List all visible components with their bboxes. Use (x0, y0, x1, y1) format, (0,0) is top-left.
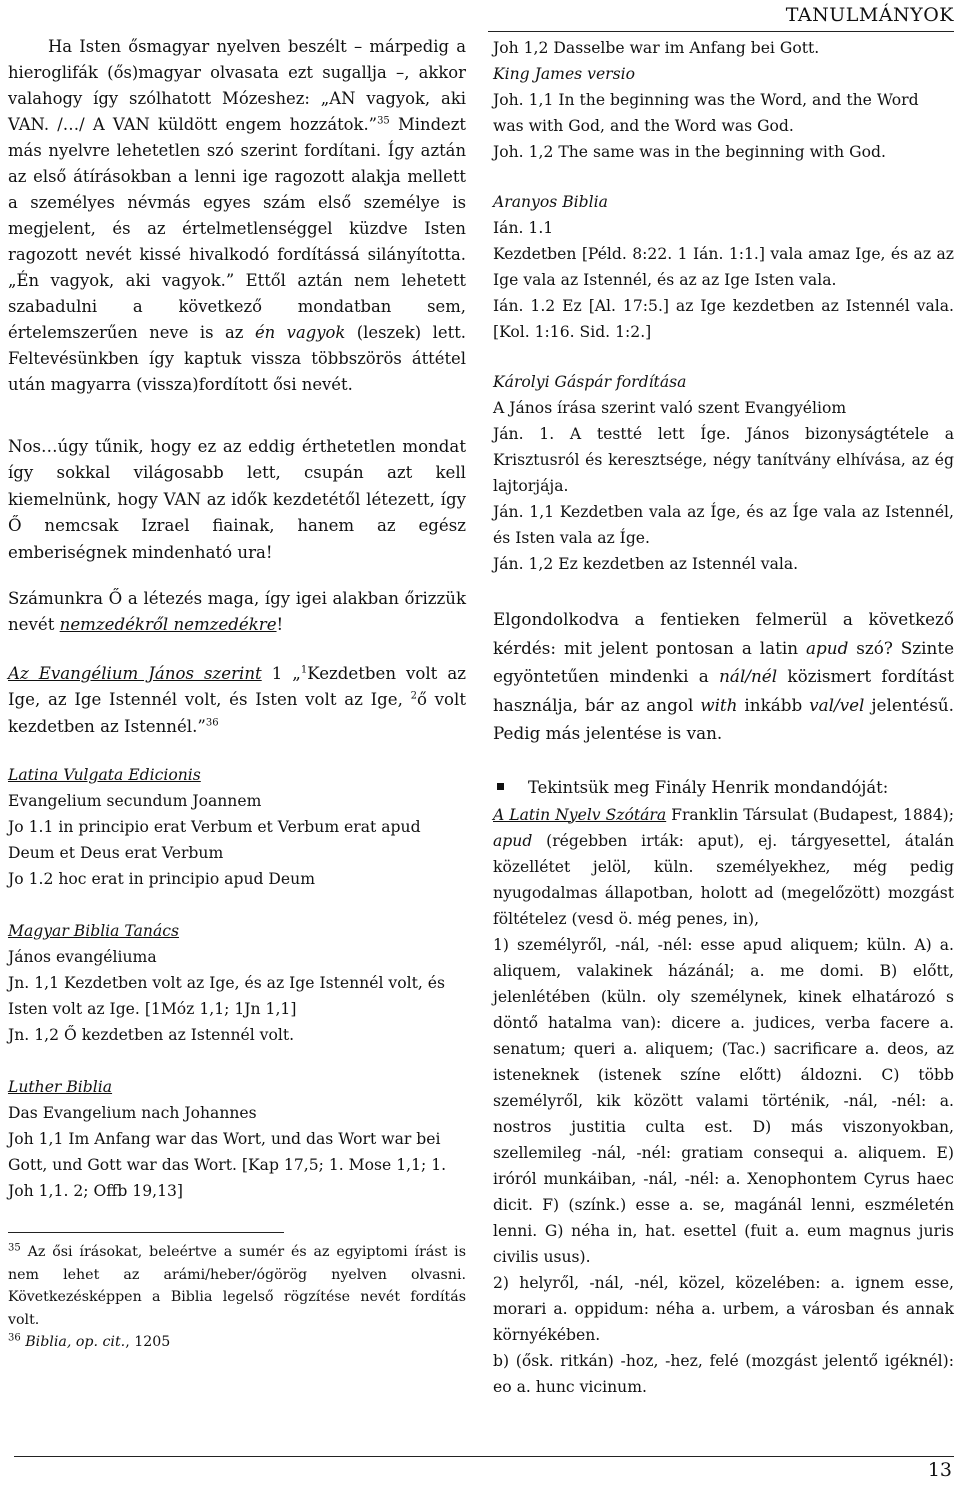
block-line: Jo 1.2 hoc erat in principio apud Deum (8, 870, 315, 889)
p1c: én vagyok (254, 323, 346, 342)
verse-num-2: 2 (410, 690, 417, 702)
q5: közismert fordítást használja, bár az angol (493, 666, 954, 715)
q2: apud (806, 637, 849, 658)
paragraph-evangelium (8, 661, 466, 740)
running-header: TANULMÁNYOK (785, 4, 954, 26)
block-karolyi (493, 369, 954, 577)
dictionary-entry (493, 802, 954, 932)
p4c: Kezdetben volt az Ige, az Ige Istennél volt, és Isten volt az Ige, (8, 663, 466, 710)
block-line: Das Evangelium nach Johannes (8, 1104, 257, 1123)
p4d: ő volt kezdetben az Istennél.” (8, 690, 467, 736)
block-line: Joh. 1,2 The same was in the beginning with God. (493, 143, 886, 161)
block-luther (8, 1074, 466, 1204)
block-line: Ián. 1.2 Ez [Al. 17:5.] az Ige kezdetben az Istennél vala. [Kol. 1:16. Sid. 1:2.] (493, 297, 954, 341)
block-title: Luther Biblia (8, 1078, 113, 1097)
dictionary-sense-2: 2) helyről, -nál, -nél, közel, közelében: a. ignem esse, morari a. oppidum: néha a. urbem, a városban és annak környékében. (493, 1273, 954, 1344)
footnote-ref-36[interactable]: 36 (205, 717, 219, 729)
p4a: Az Evangélium János szerint (8, 663, 262, 683)
block-line: Jn. 1,2 Ő kezdetben az Istennél volt. (8, 1026, 295, 1045)
block-vulgata (8, 762, 466, 892)
bullet-item (493, 774, 954, 802)
block-line: János evangéliuma (8, 948, 157, 967)
paragraph-name-of-god (8, 34, 466, 398)
header-rule (488, 31, 954, 32)
block-title: Latina Vulgata Edicionis (8, 766, 201, 785)
block-line: Joh 1,2 Dasselbe war im Anfang bei Gott. (493, 39, 820, 57)
footnote-rule (8, 1232, 284, 1233)
left-column (8, 34, 466, 1354)
d4: (régebben irták: aput), ej. tárgyesettel, átalán közellétet jelöl, küln. személyekhez, még pedig nyugodalmas állapotban, holott ad (megelőzött) mozgást föltételez (vesd ö. még penes, in), (493, 831, 954, 928)
p3c: ! (276, 615, 284, 635)
footnote-ref-35[interactable]: 35 (377, 115, 390, 127)
p1b: Mindezt más nyelvre lehetetlen szó szerint fordítani. Így aztán az első átírásokban a lenni ige ragozott alakja mellett a személyes névmás egyes szám első személye is megjelent, és az értelmetlenséggel küzdve Isten ragozott nevét kissé hivalkodó fordítássá silányította. „Én vagyok, aki vagyok.” Ettől aztán nem lehetett szabadulni a következő mondatban sem, értelemszerűen neve is az (8, 115, 466, 342)
dictionary-sense-b: b) (ősk. ritkán) -hoz, -hez, felé (mozgást jelentő igéknél): eo a. hunc vicinum. (493, 1351, 954, 1396)
fn36-source: Biblia, op. cit. (25, 1334, 126, 1351)
footnote-36 (8, 1331, 466, 1354)
block-title: King James versio (493, 65, 636, 83)
block-line: Joh. 1,1 In the beginning was the Word, and the Word was with God, and the Word was God. (493, 91, 919, 135)
right-column (493, 35, 954, 1400)
block-line: Kezdetben [Péld. 8:22. 1 Ián. 1:1.] vala amaz Ige, és az az Ige vala az Istennél, és az az Ige Isten vala. (493, 245, 954, 289)
bullet-square-icon (497, 783, 504, 790)
page-number: 13 (927, 1459, 952, 1481)
q9: jelentésű. Pedig más jelentése is van. (493, 694, 954, 743)
block-magyar-biblia (8, 918, 466, 1048)
dictionary-sense-1: 1) személyről, -nál, -nél: esse apud aliquem; küln. A) a. aliquem, valakinek házánál; a. me domi. B) előtt, jelenlétében (küln. oly személynek, kinek elhatározó s döntő hatalma van): dicere a. judices, verba facere a. senatum; queri a. aliquem; (Tac.) sacrificare a. deos, az isteneknek (istenek színe előtt) áldozni. C) több személyről, kik között valami történik, -nál, -nél: a. nostros justitia culta est. D) más viszonyokban, szellemileg -nál, -nél: gratiam consequi a. aliquem. E) iróról munkáiban, -nál, -nél: a. Xenophontem Cyrus haec dicit. F) (színk.) esse a. se, magánál lenni, eszméletén lenni. G) néha in, hat. esettel (fuit a. eum magnus juris civilis usus). (493, 935, 954, 1266)
fn36-num: 36 (8, 1332, 21, 1344)
paragraph-nos (8, 434, 466, 566)
p4b: 1 „ (261, 663, 301, 683)
p1d: (leszek) lett. Feltevésünkben így kaptuk vissza többszörös áttétel után magyarra (vissza)fordított ősi nevét. (8, 323, 466, 394)
p3a: Számunkra Ő a létezés maga, így igei alakban őrizzük nevét (8, 589, 466, 635)
paragraph-szamunkra (8, 586, 466, 639)
d2: Franklin Társulat (Budapest, 1884); (666, 805, 954, 824)
block-line: Ján. 1,2 Ez kezdetben az Istennél vala. (493, 555, 799, 573)
block-kjv (493, 61, 954, 165)
fn35-text: Az ősi írásokat, beleértve a sumér és az egyiptomi írást is nem lehet az arámi/heber/ógörög nyelven olvasni. Következésképpen a Biblia legelső rögzítése nevét fordítás volt. (8, 1244, 466, 1328)
paragraph-question (493, 605, 954, 748)
block-line: Ián. 1.1 (493, 219, 554, 237)
verse-num-1: 1 (300, 664, 308, 676)
q8: val/vel (809, 694, 865, 715)
p3b: nemzedékről nemzedékre (59, 615, 277, 635)
block-title: Károlyi Gáspár fordítása (493, 373, 687, 391)
block-line: Jo 1.1 in principio erat Verbum et Verbum erat apud Deum et Deus erat Verbum (8, 818, 421, 863)
d3: apud (493, 831, 533, 850)
q4: nál/nél (719, 666, 778, 686)
block-title: Magyar Biblia Tanács (8, 922, 179, 941)
d1: A Latin Nyelv Szótára (493, 805, 667, 824)
block-aranyos (493, 189, 954, 345)
p2: Nos…úgy tűnik, hogy ez az eddig érthetetlen mondat így sokkal világosabb lett, csupán azt kell kiemelnünk, hogy VAN az idők kezdetétől létezett, így Ő nemcsak Izrael fiainak, hanem az egész emberiségnek mindenható ura! (8, 437, 466, 562)
block-line: Ján. 1,1 Kezdetben vala az Íge, és az Íge vala az Istennél, és Isten vala az Íge. (493, 503, 954, 547)
block-line: A János írása szerint való szent Evangyéliom (493, 399, 847, 417)
q1: Elgondolkodva a fentieken felmerül a következő kérdés: mit jelent pontosan a latin (493, 609, 954, 658)
p1a: Ha Isten ősmagyar nyelven beszélt – márpedig a hieroglifák (ős)magyar olvasata ezt sugallja –, akkor valahogy így szólhatott Mózeshez: „AN vagyok, aki VAN. /…/ A VAN küldött engem hozzátok.” (8, 37, 466, 134)
q6: with (700, 694, 738, 715)
bullet-text: Tekintsük meg Finály Henrik mondandóját: (528, 777, 889, 797)
block-line: Ján. 1. A testté lett Íge. János bizonyságtétele a Krisztusról és keresztsége, négy tanítvány elhívása, az ég lajtorjája. (493, 425, 954, 495)
footnote-35 (8, 1241, 466, 1331)
block-luther-cont (493, 35, 954, 61)
q3: szó? Szinte egyöntetűen mindenki a (493, 637, 954, 686)
block-title: Aranyos Biblia (493, 193, 608, 211)
block-line: Joh 1,1 Im Anfang war das Wort, und das Wort war bei Gott, und Gott war das Wort. [Kap 17,5; 1. Mose 1,1; 1. Joh 1,1. 2; Offb 19,13] (8, 1130, 447, 1201)
q7: inkább (737, 694, 810, 715)
fn35-num: 35 (8, 1242, 21, 1254)
block-line: Jn. 1,1 Kezdetben volt az Ige, és az Ige Istennél volt, és Isten volt az Ige. [1Móz 1,1; 1Jn 1,1] (8, 974, 445, 1019)
footer-rule (14, 1456, 954, 1457)
block-line: Evangelium secundum Joannem (8, 792, 262, 811)
fn36-page: , 1205 (125, 1334, 171, 1351)
